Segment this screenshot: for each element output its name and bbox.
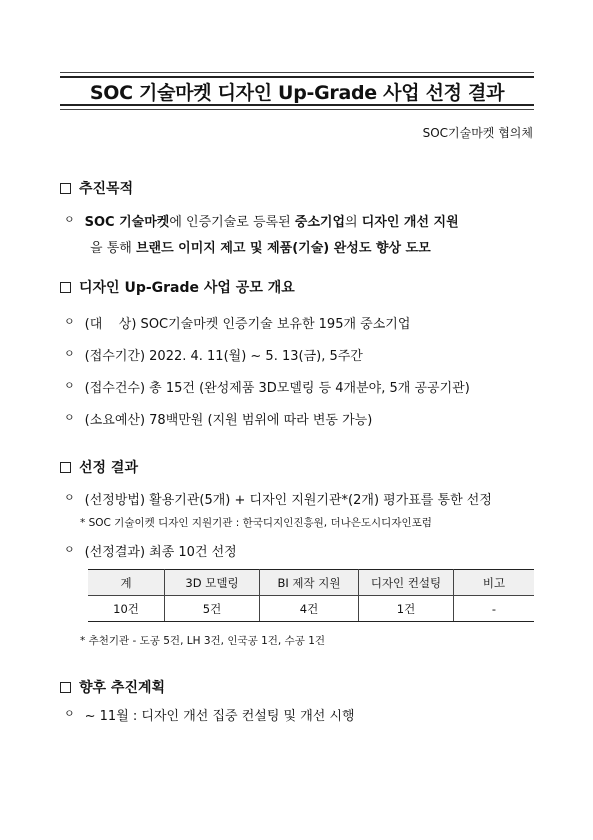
text-sme: 중소기업	[294, 215, 346, 230]
overview-target: (대 상) SOC기술마켓 인증기술 보유한 195개 중소기업	[84, 317, 411, 332]
purpose-line-2	[90, 237, 431, 256]
square-bullet-icon	[60, 183, 71, 194]
table-cell: 10건	[88, 596, 165, 622]
overview-count: (접수건수) 총 15건 (완성제품 3D모델링 등 4개분야, 5개 공공기관)	[84, 381, 470, 396]
plan-item	[64, 705, 355, 724]
text-fragment: 에 인증기술로 등록된	[169, 215, 295, 230]
circle-bullet-icon: ㅇ	[64, 379, 75, 392]
table-row	[88, 596, 534, 622]
text-design-support: 디자인 개선 지원	[361, 215, 459, 230]
table-cell: 4건	[260, 596, 359, 622]
text-soc-market: SOC 기술마켓	[84, 215, 170, 230]
title-box	[60, 72, 534, 110]
table-cell: 1건	[359, 596, 454, 622]
table-cell: -	[454, 596, 535, 622]
section-overview-heading	[60, 277, 295, 297]
overview-budget: (소요예산) 78백만원 (지원 범위에 따라 변동 가능)	[84, 413, 373, 428]
circle-bullet-icon: ㅇ	[64, 315, 75, 328]
overview-period: (접수기간) 2022. 4. 11(월) ~ 5. 13(금), 5주간	[84, 349, 363, 364]
purpose-line-1	[64, 211, 459, 230]
table-header: 계	[88, 570, 165, 596]
circle-bullet-icon: ㅇ	[64, 347, 75, 360]
table-header: 비고	[454, 570, 535, 596]
section-purpose-heading	[60, 178, 133, 198]
circle-bullet-icon: ㅇ	[64, 213, 75, 226]
section-plan-heading	[60, 677, 165, 697]
text-fragment: 을 통해	[90, 241, 136, 256]
overview-item	[64, 409, 372, 428]
organization-name: SOC기술마켓 협의체	[422, 126, 533, 140]
circle-bullet-icon: ㅇ	[64, 707, 75, 720]
overview-item	[64, 313, 410, 332]
overview-item	[64, 345, 363, 364]
circle-bullet-icon: ㅇ	[64, 411, 75, 424]
method-note: * SOC 기술이켓 디자인 지원기관 : 한국디지인진흥원, 더나은도시디자인포럼	[80, 517, 432, 529]
square-bullet-icon	[60, 462, 71, 473]
text-brand-goal: 브랜드 이미지 제고 및 제품(기술) 완성도 향상 도모	[135, 241, 431, 256]
text-fragment: 의	[345, 215, 362, 230]
section-title: 선정 결과	[79, 460, 138, 476]
selection-method: (선정방법) 활용기관(5개) + 디자인 지원기관*(2개) 평가표를 통한 선정	[84, 493, 492, 508]
selection-result: (선정결과) 최종 10건 선정	[84, 545, 237, 560]
table-header: 3D 모델링	[165, 570, 260, 596]
square-bullet-icon	[60, 282, 71, 293]
section-title: 향후 추진계획	[79, 680, 166, 696]
circle-bullet-icon: ㅇ	[64, 543, 75, 556]
table-header: BI 제작 지원	[260, 570, 359, 596]
table-header-row	[88, 570, 534, 596]
circle-bullet-icon: ㅇ	[64, 491, 75, 504]
overview-item	[64, 377, 470, 396]
future-plan: ~ 11월 : 디자인 개선 집중 컨설팅 및 개선 시행	[84, 709, 355, 724]
section-title: 디자인 Up-Grade 사업 공모 개요	[79, 280, 295, 296]
square-bullet-icon	[60, 682, 71, 693]
result-final	[64, 541, 237, 560]
table-cell: 5건	[165, 596, 260, 622]
table-note: * 추천기관 - 도공 5건, LH 3건, 인국공 1건, 수공 1건	[80, 635, 326, 647]
result-table	[88, 569, 534, 622]
result-method	[64, 489, 492, 508]
table-header: 디자인 컨설팅	[359, 570, 454, 596]
section-title: 추진목적	[79, 181, 134, 197]
document-title: SOC 기술마켓 디자인 Up-Grade 사업 선정 결과	[89, 81, 505, 104]
section-result-heading	[60, 457, 138, 477]
